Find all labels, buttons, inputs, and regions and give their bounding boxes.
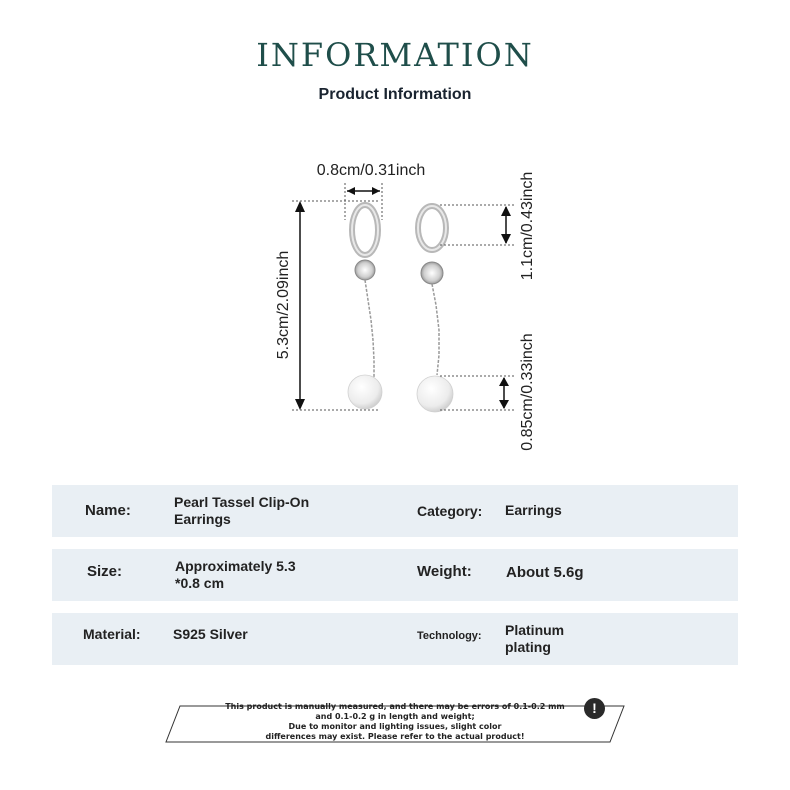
hoop-label: 1.1cm/0.43inch [519,171,536,281]
size-value-line1: Approximately 5.3 [175,558,296,574]
category-label: Category: [417,503,483,519]
hoop-dimension [440,172,536,281]
exclamation-icon: ! [584,698,605,719]
name-value [174,494,309,528]
pearl-dimension [440,333,536,450]
weight-value: About 5.6g [506,564,584,581]
name-value-line2: Earrings [174,511,231,527]
spec-row-material [52,613,738,665]
disclaimer-text [210,702,580,742]
material-label: Material: [83,626,141,642]
height-label: 5.3cm/2.09inch [275,250,292,360]
width-label: 0.8cm/0.31inch [316,162,426,179]
material-value: S925 Silver [173,626,248,642]
technology-label: Technology: [417,630,482,642]
name-label: Name: [85,502,131,519]
disclaimer-line3: Due to monitor and lighting issues, slight color [288,722,502,731]
size-value [175,558,296,592]
spec-row-size [52,549,738,601]
technology-value [505,622,564,656]
technology-value-line1: Platinum [505,622,565,638]
disclaimer-line1: This product is manually measured, and there may be errors of 0.1-0.2 mm [225,702,565,711]
page-subtitle: Product Information [318,86,472,103]
category-value: Earrings [505,502,562,518]
technology-value-line2: plating [505,639,551,655]
disclaimer-line2: and 0.1-0.2 g in length and weight; [315,712,475,721]
weight-label: Weight: [417,563,472,580]
size-value-line2: *0.8 cm [175,575,225,591]
name-value-line1: Pearl Tassel Clip-On [174,494,310,510]
spec-row-name [52,485,738,537]
right-earring [417,206,453,412]
page-title: INFORMATION [256,36,534,74]
pearl-label: 0.85cm/0.33inch [519,333,536,451]
size-label: Size: [87,563,123,580]
left-earring [348,205,382,409]
disclaimer-line4: differences may exist. Please refer to the actual product! [265,732,525,741]
